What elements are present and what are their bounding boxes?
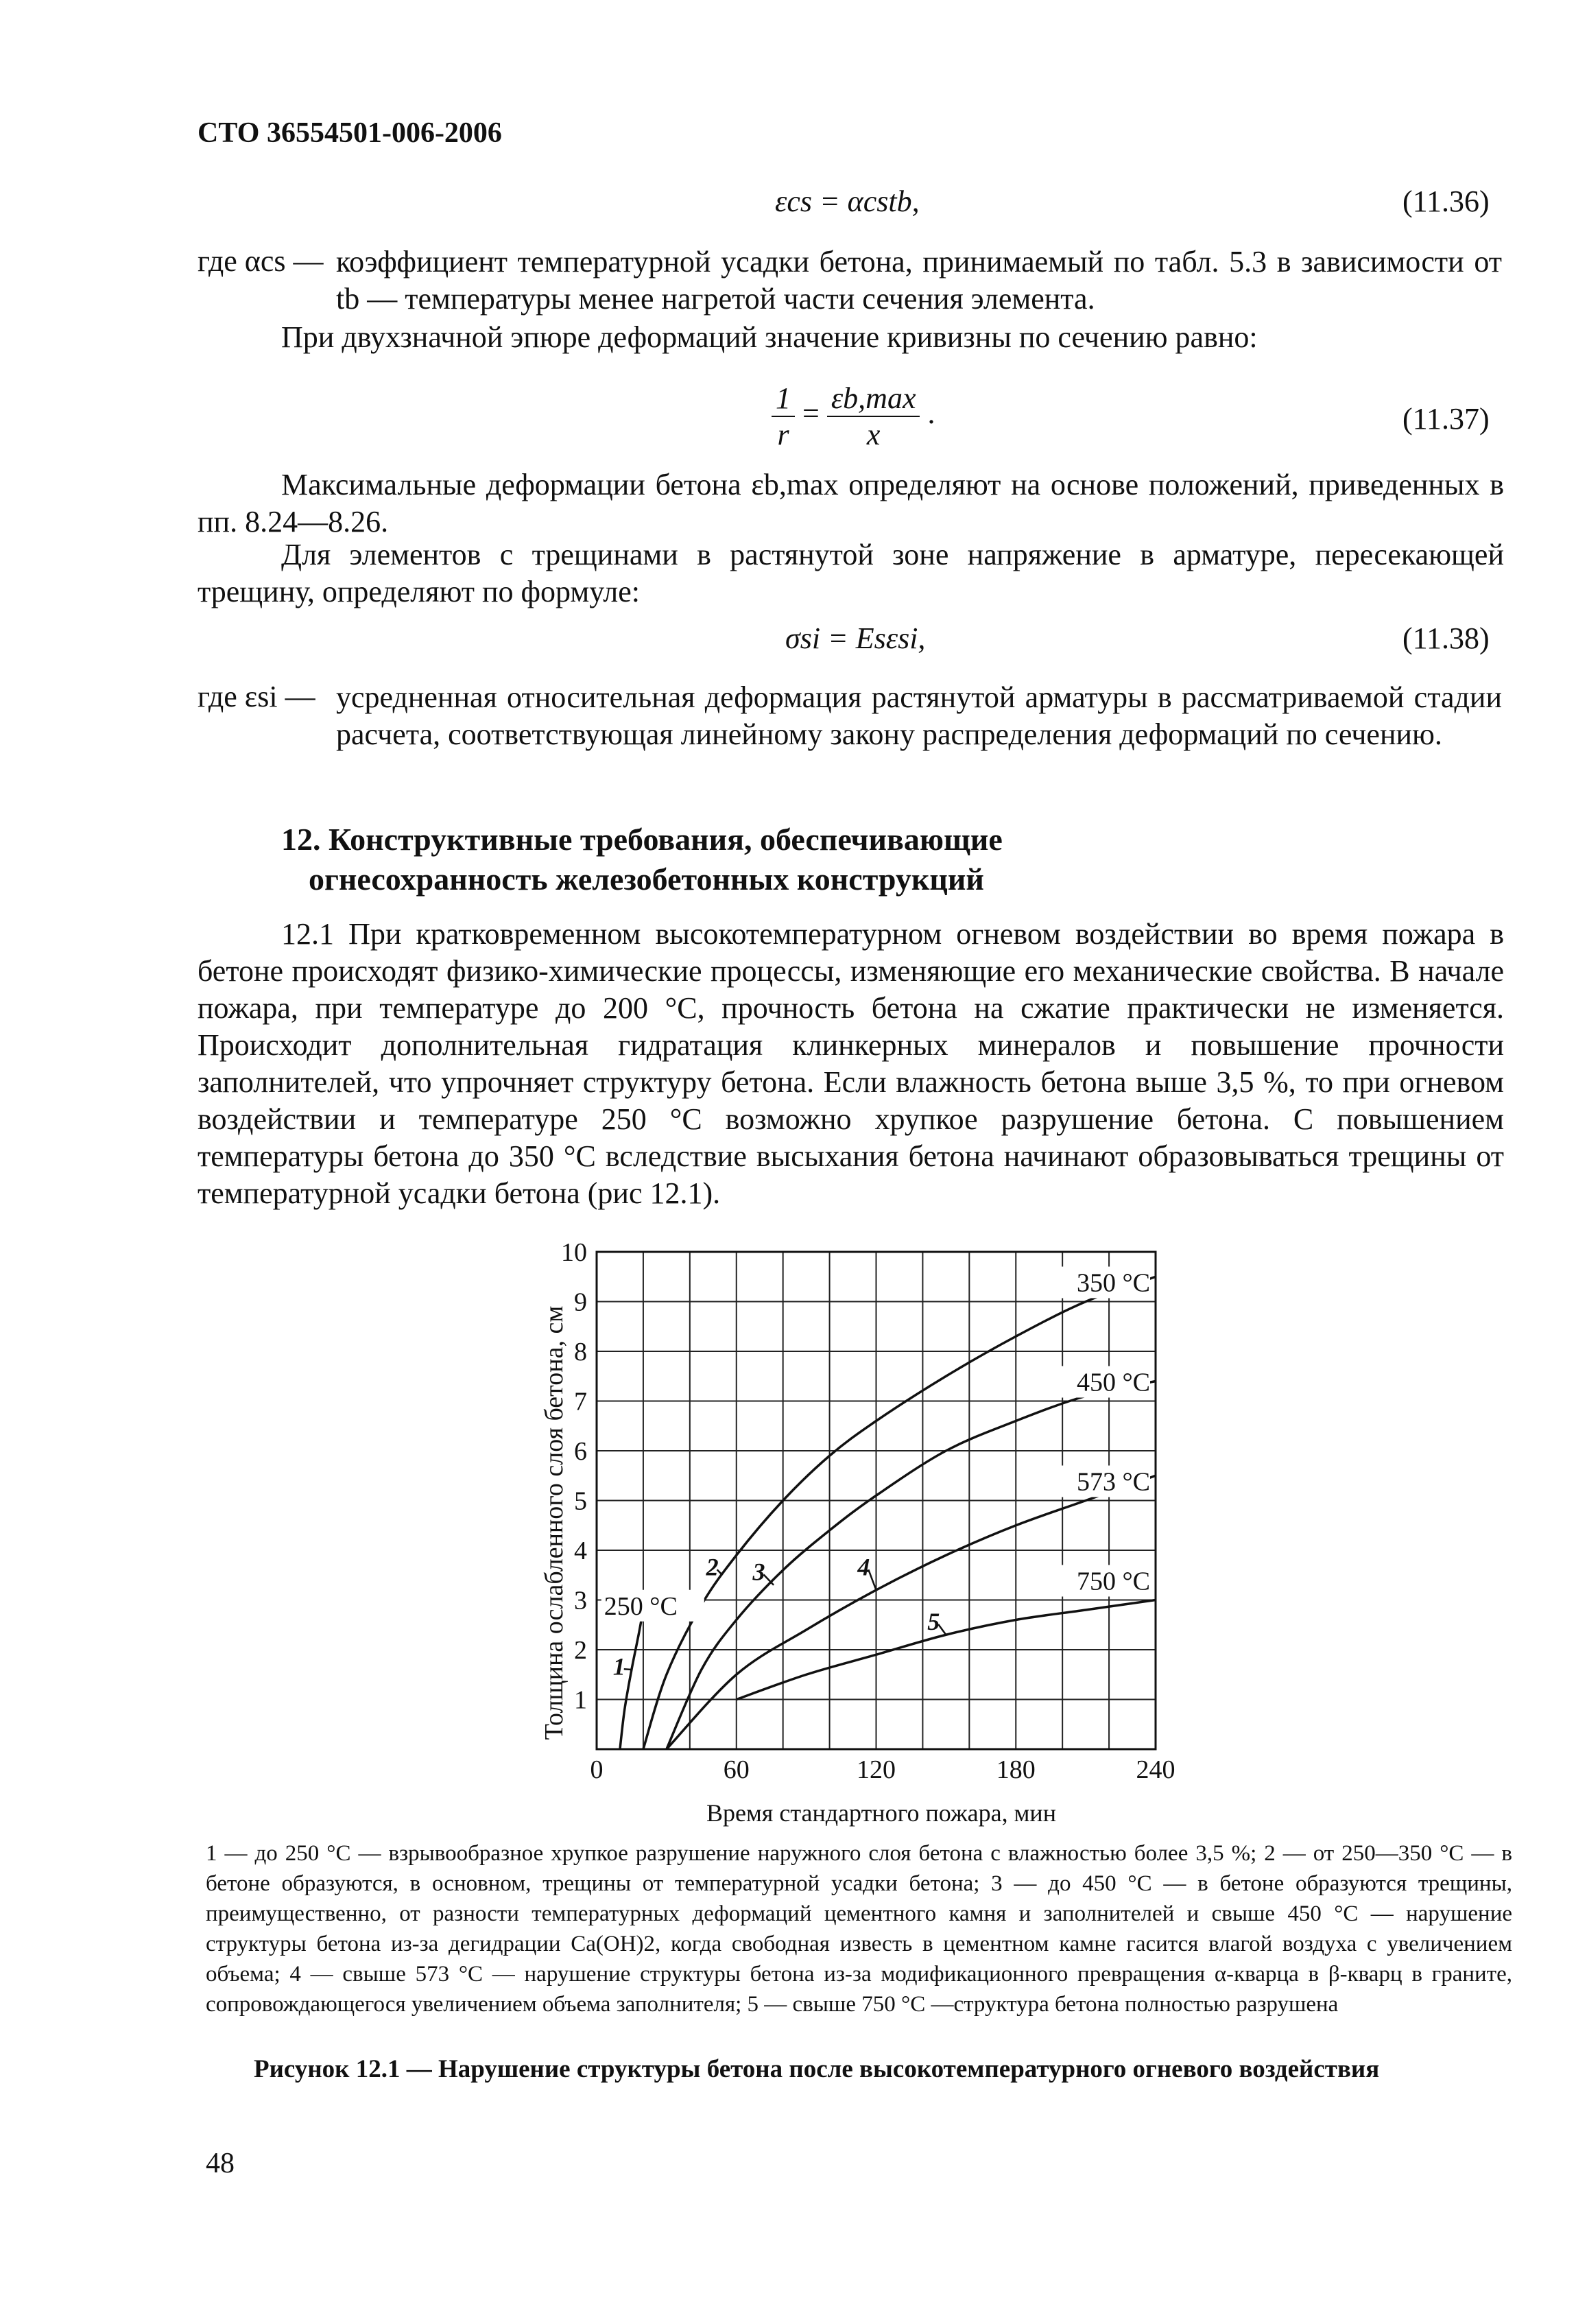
y-tick-label: 6 <box>574 1437 587 1466</box>
curve-number-2: 2 <box>706 1553 719 1581</box>
curve-number-5: 5 <box>927 1608 940 1635</box>
chart-ticks <box>561 1238 1175 1784</box>
equation-number-11-37: (11.37) <box>1402 402 1490 436</box>
where-label-alpha: где αcs — <box>198 244 324 278</box>
temperature-label-3: 450 °С <box>1076 1368 1150 1397</box>
y-tick-label: 9 <box>574 1288 587 1317</box>
x-tick-label: 240 <box>1136 1755 1175 1784</box>
series-curve-4 <box>667 1475 1156 1749</box>
curve-number-1: 1 <box>612 1652 625 1681</box>
section-number: 12. <box>281 822 321 857</box>
equation-number-11-36: (11.36) <box>1402 185 1490 218</box>
paragraph-max-deformation: Максимальные деформации бетона εb,max определяют на основе положений, приведенных в пп. 8.24—8.26. <box>198 468 1504 538</box>
y-tick-label: 5 <box>574 1486 587 1516</box>
y-tick-label: 3 <box>574 1586 587 1615</box>
x-tick-label: 60 <box>723 1755 750 1784</box>
paragraph-12-1: 12.1 При кратковременном высокотемпературном огневом воздействии во время пожара в бетоне происходят физико-химические процессы, изменяющие его механические свойства. В начале пожара, при температуре до 200 °С, прочность бетона на сжатие практически не изменяется. Происходит дополнительная гидратация клинкерных минералов и повышение прочности заполнителей, что упрочняет структуру бетона. Если влажность бетона выше 3,5 %, то при огневом воздействии и температуре 250 °С возможно хрупкое разрушение бетона. С повышением температуры бетона до 350 °С вследствие высыхания бетона начинают образовываться трещины от температурной усадки бетона (рис 12.1). <box>198 917 1504 1210</box>
paragraph-curvature: При двухзначной эпюре деформаций значение кривизны по сечению равно: <box>281 320 1258 354</box>
y-tick-label: 10 <box>561 1238 587 1267</box>
y-tick-label: 7 <box>574 1387 587 1416</box>
y-tick-label: 8 <box>574 1338 587 1366</box>
section-title-line1: Конструктивные требования, обеспечивающие <box>329 822 1003 857</box>
figure-legend-caption: 1 — до 250 °С — взрывообразное хрупкое разрушение наружного слоя бетона с влажностью более 3,5 %; 2 — от 250—350 °С — в бетоне образуются, в основном, трещины от температурной усадки бетона; 3 — до 450 °С — в бетоне образуются трещины, преимущественно, от разности температурных деформаций цементного камня и заполнителей и свыше 450 °С — нарушение структуры бетона из-за дегидрации Ca(OH)2, когда свободная известь в цементном камне гасится влагой воздуха с увеличением объема; 4 — свыше 573 °С — нарушение структуры бетона из-за модификационного превращения α-кварца в β-кварц в граните, сопровождающегося увеличением объема заполнителя; 5 — свыше 750 °С —структура бетона полностью разрушена <box>206 1841 1512 2017</box>
section-heading <box>281 820 1003 899</box>
equation-11-36: εcs = αcstb, <box>775 185 920 218</box>
page-number: 48 <box>206 2148 235 2179</box>
temperature-label-5: 750 °С <box>1076 1567 1150 1596</box>
chart-grid <box>597 1252 1156 1749</box>
figure-title: Рисунок 12.1 — Нарушение структуры бетона после высокотемпературного огневого воздействия <box>254 2055 1380 2083</box>
x-tick-label: 120 <box>857 1755 896 1784</box>
chart-series <box>620 1277 1156 1749</box>
where-alpha-text: коэффициент температурной усадки бетона, принимаемый по табл. 5.3 в зависимости от tb — температуры менее нагретой части сечения элемента. <box>336 245 1502 316</box>
where-epsilon-text: усредненная относительная деформация растянутой арматуры в рассматриваемой стадии расчета, соответствующая линейному закону распределения деформаций по сечению. <box>336 680 1502 751</box>
curve-number-3: 3 <box>752 1558 765 1586</box>
equation-11-38: σsi = Esεsi, <box>785 621 926 655</box>
y-axis-label: Толщина ослабленного слоя бетона, см <box>540 1305 569 1740</box>
curve-number-pointer <box>624 1669 632 1670</box>
equation-number-11-38: (11.38) <box>1402 621 1490 655</box>
chart-figure-12-1 <box>521 1228 1193 1831</box>
temperature-label-2: 350 °С <box>1076 1268 1150 1298</box>
curve-number-4: 4 <box>857 1553 870 1581</box>
temperature-label-4: 573 °С <box>1076 1467 1150 1497</box>
x-tick-label: 180 <box>996 1755 1036 1784</box>
x-axis-label: Время стандартного пожара, мин <box>706 1799 1056 1827</box>
document-code: СТО 36554501-006-2006 <box>198 117 502 149</box>
temperature-label-1: 250 °С <box>604 1591 678 1621</box>
equation-11-37: $\frac{1}{r}$ = $\frac{\varepsilon b,\max}{x}$ . <box>772 381 935 452</box>
x-tick-label: 0 <box>590 1755 604 1784</box>
section-title-line2: огнесохранность железобетонных конструкций <box>309 862 984 897</box>
where-label-epsilon: где εsi — <box>198 680 315 713</box>
y-tick-label: 1 <box>574 1685 587 1715</box>
paragraph-cracks: Для элементов с трещинами в растянутой зоне напряжение в арматуре, пересекающей трещину, определяют по формуле: <box>198 538 1504 608</box>
y-tick-label: 4 <box>574 1537 587 1565</box>
series-curve-2 <box>643 1277 1156 1749</box>
y-tick-label: 2 <box>574 1636 587 1665</box>
